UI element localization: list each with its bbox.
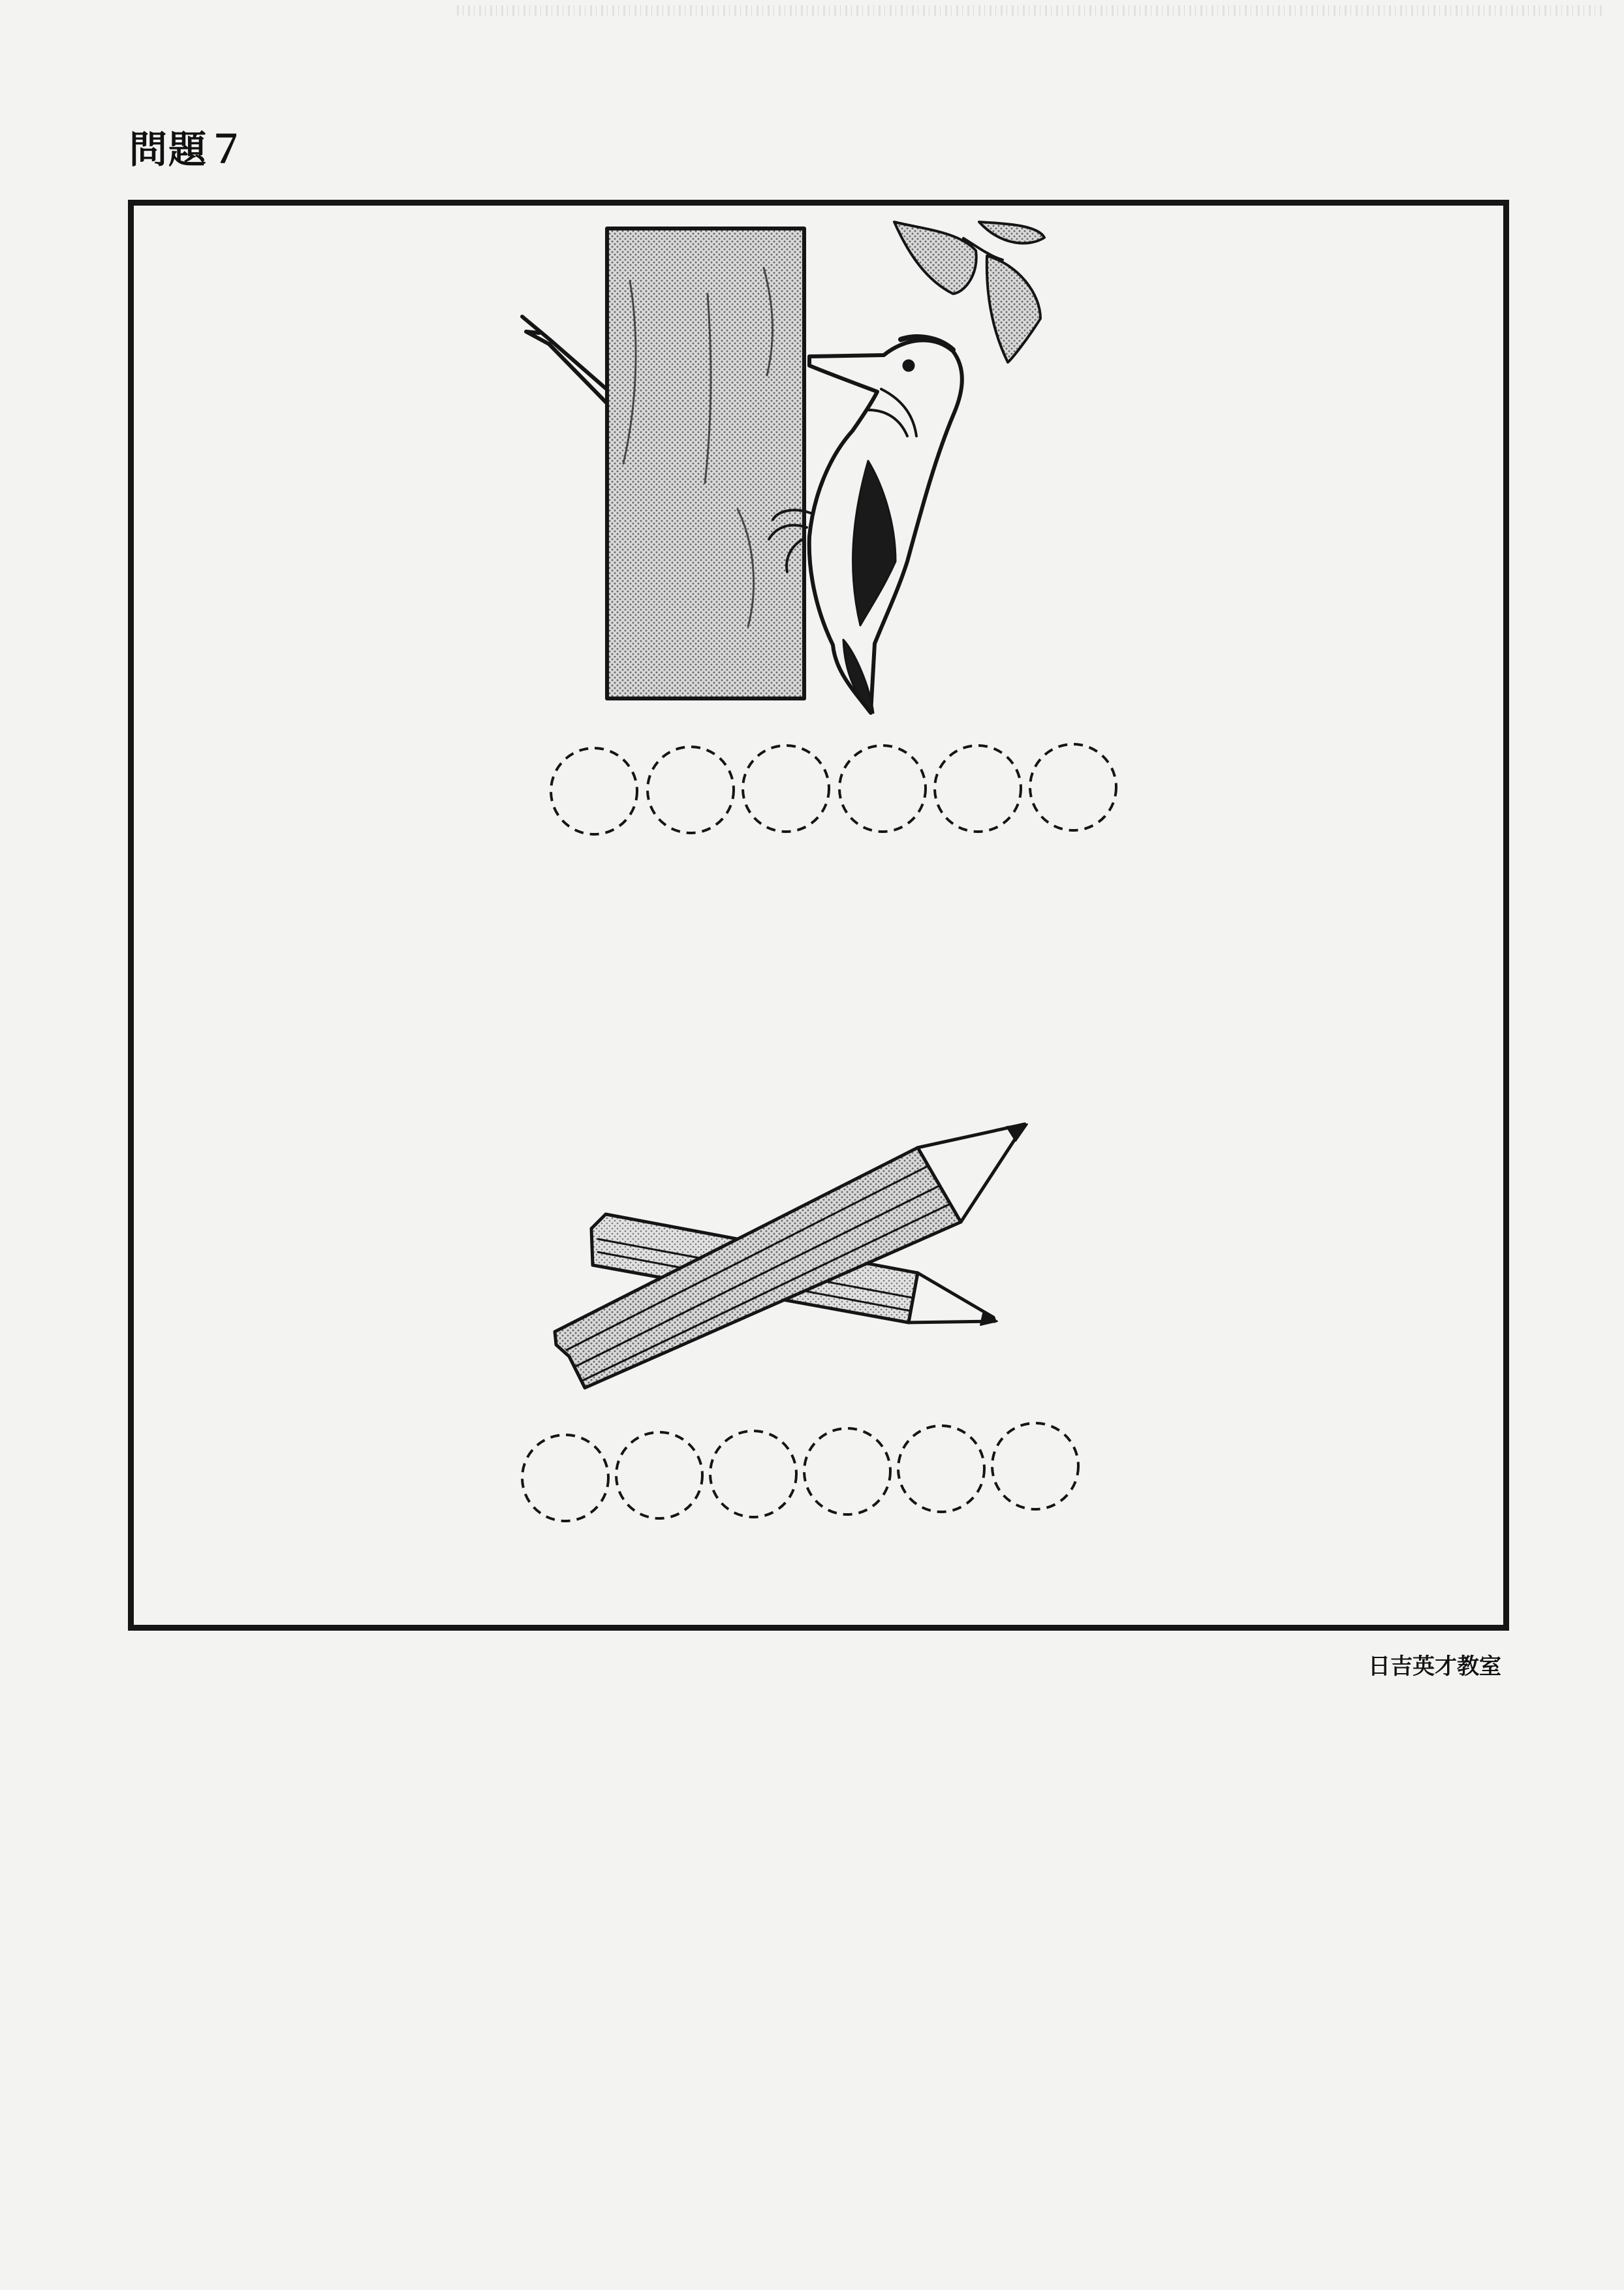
page-title: 問題７: [129, 127, 247, 172]
answer-circle[interactable]: [935, 745, 1021, 832]
tree-trunk: [607, 228, 804, 698]
answer-circle[interactable]: [839, 745, 926, 832]
answer-circle[interactable]: [551, 748, 637, 834]
answer-circle[interactable]: [1030, 744, 1116, 830]
two-crossed-pencils-icon: [555, 1124, 1027, 1388]
answer-circle[interactable]: [522, 1435, 608, 1521]
tree-branch: [522, 317, 608, 405]
pencil-back-tip: [909, 1273, 995, 1323]
answer-circle[interactable]: [898, 1426, 984, 1512]
answer-circle[interactable]: [992, 1423, 1078, 1509]
answer-circles-row-2: [522, 1423, 1078, 1521]
answer-circle[interactable]: [648, 747, 734, 833]
answer-circles-row-1: [551, 744, 1116, 834]
answer-circle[interactable]: [616, 1432, 702, 1518]
answer-circle[interactable]: [743, 745, 829, 832]
answer-circle[interactable]: [710, 1431, 796, 1517]
woodpecker-eye: [903, 360, 914, 371]
footer-school-name: 日吉英才教室: [1368, 1654, 1501, 1680]
woodpecker-on-tree-icon: [522, 222, 1044, 713]
answer-circle[interactable]: [804, 1428, 890, 1514]
